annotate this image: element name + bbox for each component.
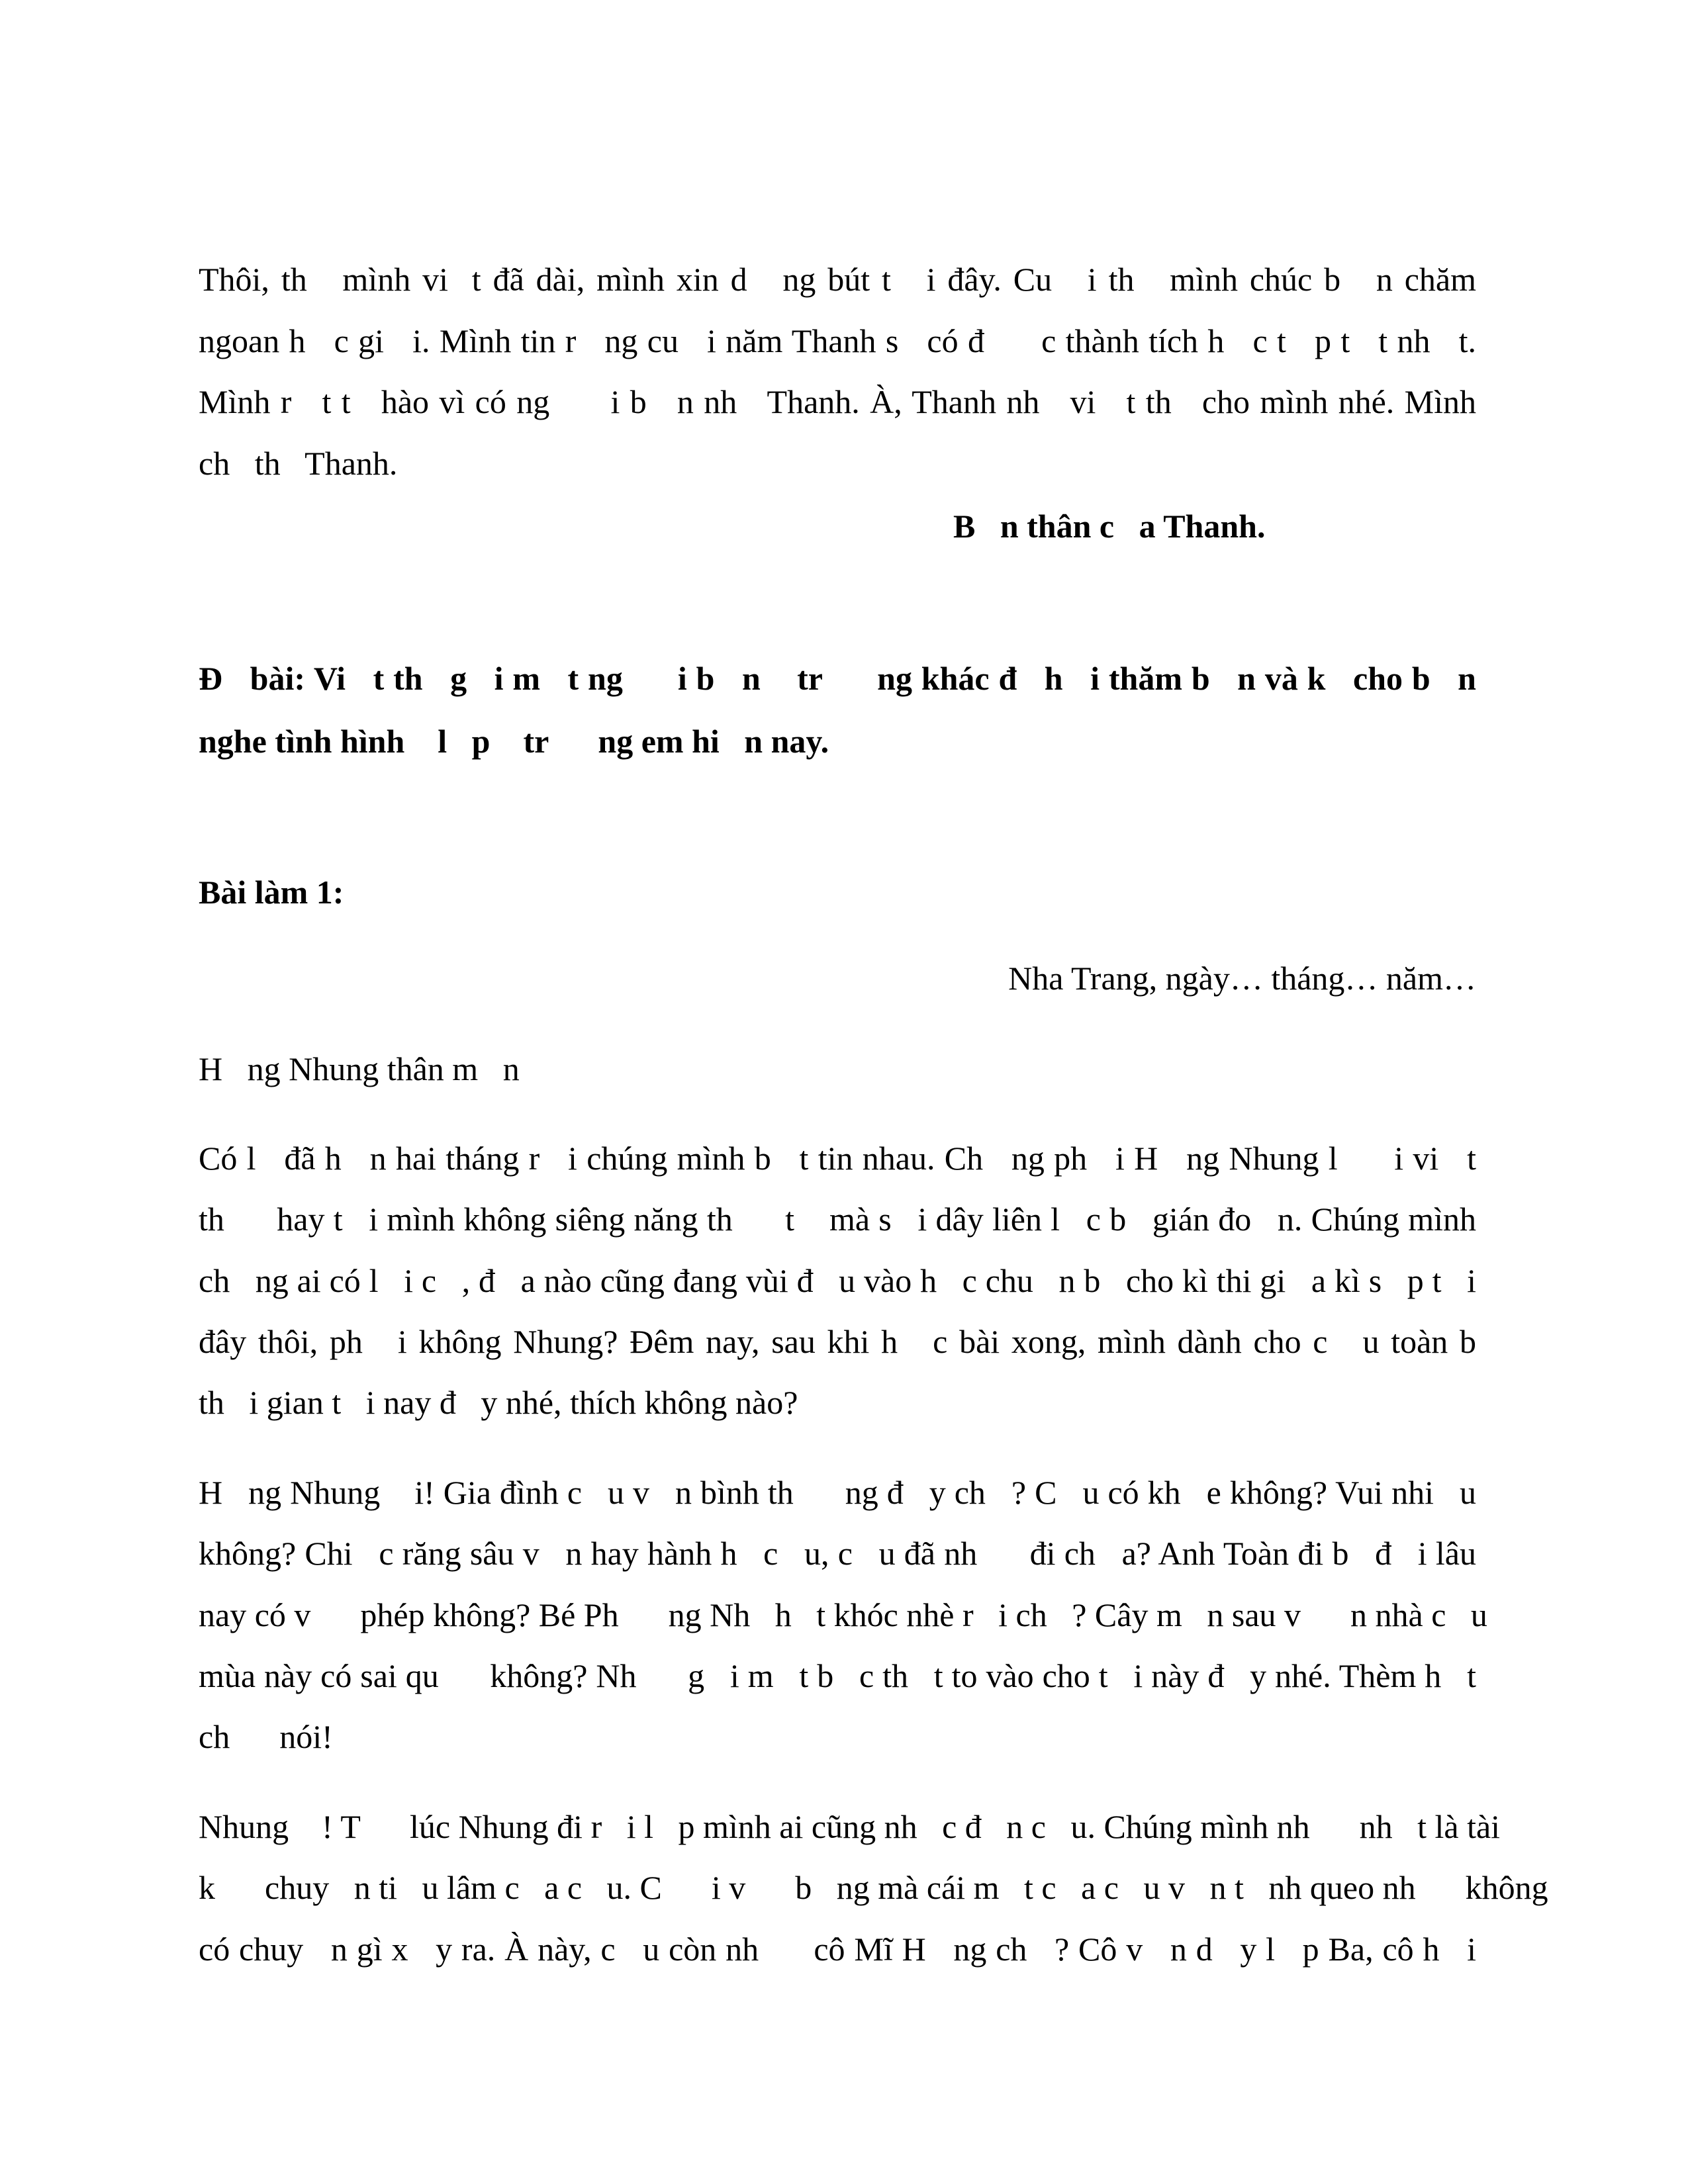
paragraph-1-line: ch ng ai có l i c , đ a nào cũng đang vùi đ u vào h c chu n b cho kì thi gi a kì s p t i: [199, 1262, 1476, 1299]
signature: B n thân c a Thanh.: [953, 508, 1266, 545]
essay-heading: Bài làm 1:: [199, 874, 344, 911]
paragraph-2-line: mùa này có sai qu không? Nh g i m t b c th t to vào cho t i này đ y nhé. Thèm h t: [199, 1657, 1476, 1694]
paragraph-2-line: H ng Nhung i! Gia đình c u v n bình th ng đ y ch ? C u có kh e không? Vui nhi u: [199, 1474, 1476, 1511]
assignment-title-line: nghe tình hình l p tr ng em hi n nay.: [199, 723, 829, 760]
place-date: Nha Trang, ngày… tháng… năm…: [1008, 960, 1476, 997]
closing-paragraph-line: ngoan h c gi i. Mình tin r ng cu i năm Thanh s có đ c thành tích h c t p t t nh t.: [199, 322, 1476, 359]
greeting: H ng Nhung thân m n: [199, 1050, 520, 1087]
closing-paragraph-line: Thôi, th mình vi t đã dài, mình xin d ng bút t i đây. Cu i th mình chúc b n chăm: [199, 261, 1476, 298]
paragraph-1-line: đây thôi, ph i không Nhung? Đêm nay, sau khi h c bài xong, mình dành cho c u toàn b: [199, 1323, 1476, 1360]
paragraph-3-line: k chuy n ti u lâm c a c u. C i v b ng mà cái m t c a c u v n t nh queo nh không: [199, 1869, 1548, 1906]
paragraph-1-line: th hay t i mình không siêng năng th t mà s i dây liên l c b gián đo n. Chúng mình: [199, 1201, 1476, 1238]
closing-paragraph-line: Mình r t t hào vì có ng i b n nh Thanh. À, Thanh nh vi t th cho mình nhé. Mình: [199, 383, 1476, 420]
paragraph-3-line: Nhung ! T lúc Nhung đi r i l p mình ai cũng nh c đ n c u. Chúng mình nh nh t là tài: [199, 1808, 1501, 1845]
paragraph-2-line: không? Chi c răng sâu v n hay hành h c u, c u đã nh đi ch a? Anh Toàn đi b đ i lâu: [199, 1535, 1476, 1572]
paragraph-3-line: có chuy n gì x y ra. À này, c u còn nh cô Mĩ H ng ch ? Cô v n d y l p Ba, cô h i: [199, 1931, 1476, 1968]
paragraph-1-line: Có l đã h n hai tháng r i chúng mình b t tin nhau. Ch ng ph i H ng Nhung l i vi t: [199, 1140, 1476, 1177]
assignment-title-line: Đ bài: Vi t th g i m t ng i b n tr ng khác đ h i thăm b n và k cho b n: [199, 660, 1476, 697]
paragraph-2-line: nay có v phép không? Bé Ph ng Nh h t khóc nhè r i ch ? Cây m n sau v n nhà c u: [199, 1596, 1487, 1633]
paragraph-2-line: ch nói!: [199, 1718, 333, 1755]
closing-paragraph-line: ch th Thanh.: [199, 445, 398, 482]
paragraph-1-line: th i gian t i nay đ y nhé, thích không nào?: [199, 1384, 798, 1421]
